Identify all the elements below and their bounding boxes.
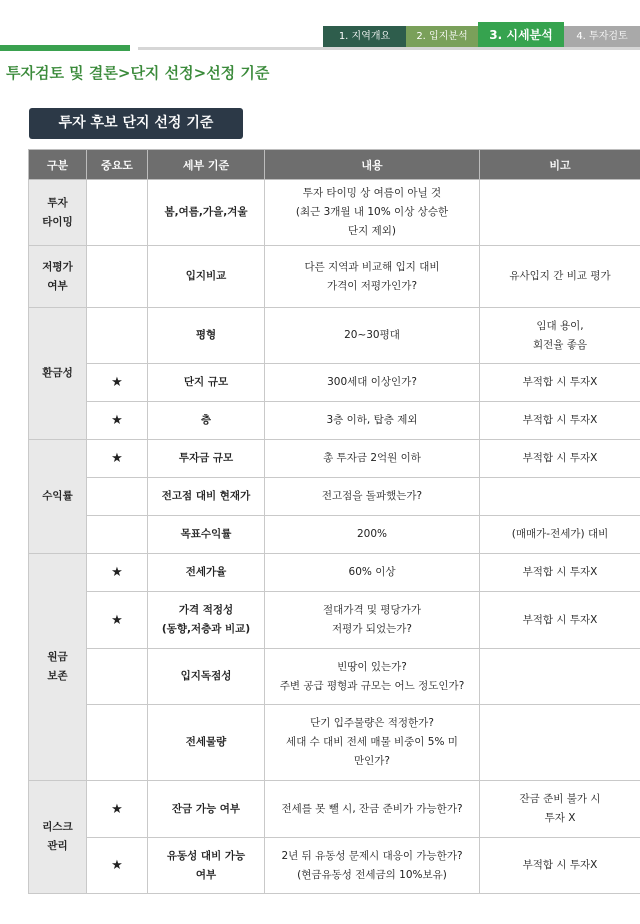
content-cell: 총 투자금 2억원 이하 xyxy=(265,440,480,478)
table-row xyxy=(29,440,640,478)
table-row xyxy=(29,554,640,592)
criterion-cell: 전세물량 xyxy=(148,705,265,781)
content-cell: 300세대 이상인가? xyxy=(265,364,480,402)
remark-cell: 임대 용이, 회전율 좋음 xyxy=(480,308,640,364)
criterion-cell: 투자금 규모 xyxy=(148,440,265,478)
content-cell: 3층 이하, 탑층 제외 xyxy=(265,402,480,440)
header-remark: 비고 xyxy=(480,150,640,180)
category-cell: 리스크 관리 xyxy=(29,781,87,894)
header-divider xyxy=(138,47,640,50)
header-criterion: 세부 기준 xyxy=(148,150,265,180)
table-row xyxy=(29,592,640,649)
importance-cell xyxy=(87,478,148,516)
tab-region-overview[interactable]: 1. 지역개요 xyxy=(323,26,406,48)
remark-cell: 부적합 시 투자X xyxy=(480,364,640,402)
table-row xyxy=(29,308,640,364)
remark-cell xyxy=(480,478,640,516)
criterion-cell: 층 xyxy=(148,402,265,440)
remark-cell xyxy=(480,649,640,705)
header-content: 내용 xyxy=(265,150,480,180)
section-title: 투자 후보 단지 선정 기준 xyxy=(29,108,243,139)
remark-cell: 부적합 시 투자X xyxy=(480,440,640,478)
criterion-cell: 평형 xyxy=(148,308,265,364)
remark-cell: 부적합 시 투자X xyxy=(480,592,640,649)
content-cell: 절대가격 및 평당가가 저평가 되었는가? xyxy=(265,592,480,649)
criterion-cell: 입지비교 xyxy=(148,246,265,308)
category-cell: 수익률 xyxy=(29,440,87,554)
content-cell: 60% 이상 xyxy=(265,554,480,592)
table-row xyxy=(29,649,640,705)
remark-cell: (매매가-전세가) 대비 xyxy=(480,516,640,554)
criterion-cell: 봄,여름,가을,겨울 xyxy=(148,180,265,246)
header-importance: 중요도 xyxy=(87,150,148,180)
content-cell: 200% xyxy=(265,516,480,554)
criteria-table xyxy=(28,149,640,894)
criterion-cell: 전고점 대비 현재가 xyxy=(148,478,265,516)
breadcrumb: 투자검토 및 결론>단지 선정>선정 기준 xyxy=(6,64,270,82)
remark-cell xyxy=(480,180,640,246)
content-cell: 다른 지역과 비교해 입지 대비 가격이 저평가인가? xyxy=(265,246,480,308)
content-cell: 20~30평대 xyxy=(265,308,480,364)
content-cell: 단기 입주물량은 적정한가? 세대 수 대비 전세 매물 비중이 5% 미 만인가? xyxy=(265,705,480,781)
importance-cell: ★ xyxy=(87,402,148,440)
tab-investment-review[interactable]: 4. 투자검토 xyxy=(564,26,640,48)
tab-price-analysis[interactable]: 3. 시세분석 xyxy=(478,22,564,48)
content-cell: 전세를 못 뺄 시, 잔금 준비가 가능한가? xyxy=(265,781,480,838)
importance-cell: ★ xyxy=(87,781,148,838)
content-cell: 2년 뒤 유동성 문제시 대응이 가능한가? (현금유동성 전세금의 10%보유) xyxy=(265,838,480,894)
table-row xyxy=(29,246,640,308)
table-row xyxy=(29,478,640,516)
content-cell: 전고점을 돌파했는가? xyxy=(265,478,480,516)
importance-cell: ★ xyxy=(87,592,148,649)
remark-cell: 유사입지 간 비교 평가 xyxy=(480,246,640,308)
category-cell: 원금 보존 xyxy=(29,554,87,781)
importance-cell xyxy=(87,180,148,246)
importance-cell xyxy=(87,649,148,705)
remark-cell xyxy=(480,705,640,781)
criterion-cell: 전세가율 xyxy=(148,554,265,592)
criterion-cell: 목표수익률 xyxy=(148,516,265,554)
importance-cell xyxy=(87,705,148,781)
table-row xyxy=(29,180,640,246)
importance-cell xyxy=(87,308,148,364)
importance-cell: ★ xyxy=(87,554,148,592)
table-row xyxy=(29,781,640,838)
importance-cell: ★ xyxy=(87,364,148,402)
category-cell: 투자 타이밍 xyxy=(29,180,87,246)
category-cell: 저평가 여부 xyxy=(29,246,87,308)
criterion-cell: 입지독점성 xyxy=(148,649,265,705)
importance-cell xyxy=(87,516,148,554)
remark-cell: 잔금 준비 불가 시 투자 X xyxy=(480,781,640,838)
header-accent-bar xyxy=(0,45,130,51)
table-row xyxy=(29,705,640,781)
importance-cell xyxy=(87,246,148,308)
table-row xyxy=(29,838,640,894)
content-cell: 빈땅이 있는가? 주변 공급 평형과 규모는 어느 정도인가? xyxy=(265,649,480,705)
header-category: 구분 xyxy=(29,150,87,180)
importance-cell: ★ xyxy=(87,838,148,894)
table-row xyxy=(29,516,640,554)
remark-cell: 부적합 시 투자X xyxy=(480,554,640,592)
step-tabs xyxy=(323,26,640,48)
table-header-row xyxy=(29,150,640,180)
importance-cell: ★ xyxy=(87,440,148,478)
criterion-cell: 가격 적정성 (동향,저층과 비교) xyxy=(148,592,265,649)
criterion-cell: 잔금 가능 여부 xyxy=(148,781,265,838)
criterion-cell: 유동성 대비 가능 여부 xyxy=(148,838,265,894)
table-row xyxy=(29,402,640,440)
remark-cell: 부적합 시 투자X xyxy=(480,838,640,894)
category-cell: 환금성 xyxy=(29,308,87,440)
content-cell: 투자 타이밍 상 여름이 아닐 것 (최근 3개월 내 10% 이상 상승한 단지 제외) xyxy=(265,180,480,246)
remark-cell: 부적합 시 투자X xyxy=(480,402,640,440)
table-row xyxy=(29,364,640,402)
tab-location-analysis[interactable]: 2. 입지분석 xyxy=(406,26,478,48)
criterion-cell: 단지 규모 xyxy=(148,364,265,402)
